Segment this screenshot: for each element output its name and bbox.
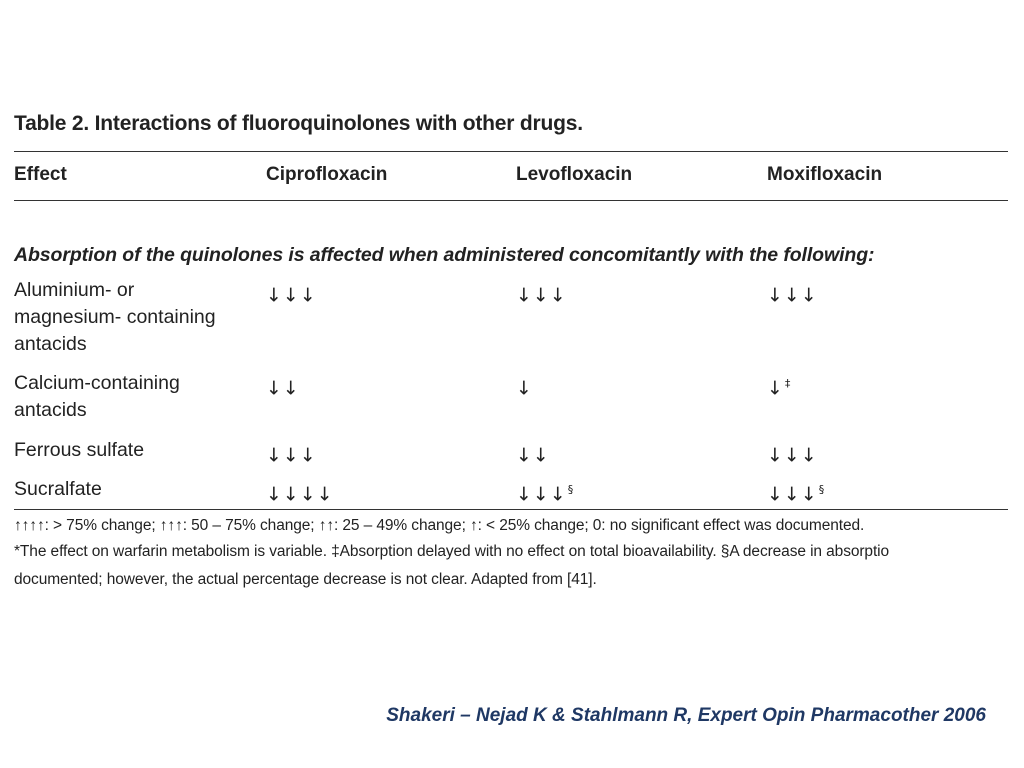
effect-cell [14,476,244,503]
effect-line: Sucralfate [14,478,102,500]
levo-cell: ↓↓↓§ [516,483,575,506]
effect-line: antacids [14,399,87,421]
levo-cell: ↓↓ [516,444,550,467]
header-ciprofloxacin: Ciprofloxacin [266,164,388,185]
cipro-cell: ↓↓ [266,377,300,400]
effect-cell [14,370,244,424]
header-moxifloxacin: Moxifloxacin [767,164,883,185]
table-subheading: Absorption of the quinolones is affected when administered concomitantly with the following: [14,244,875,266]
cipro-cell: ↓↓↓ [266,444,317,467]
table-title: Table 2. Interactions of fluoroquinolones with other drugs. [14,112,583,135]
cipro-cell: ↓↓↓↓ [266,483,334,506]
footnote-legend: ↑↑↑↑: > 75% change; ↑↑↑: 50 – 75% change; ↑↑: 25 – 49% change; ↑: < 25% change; 0: no significant effect was documented. [14,517,865,534]
footnote-notes-continued: documented; however, the actual percentage decrease is not clear. Adapted from [41]. [14,571,597,588]
table-top-rule [14,151,1008,152]
effect-line: Calcium-containing [14,372,180,394]
moxi-cell: ↓↓↓ [767,284,818,307]
effect-line: magnesium- containing [14,306,216,328]
effect-cell [14,277,244,358]
moxi-cell: ↓‡ [767,377,792,400]
effect-line: antacids [14,333,87,355]
table-bottom-rule [14,509,1008,510]
moxi-cell: ↓↓↓ [767,444,818,467]
levo-cell: ↓ [516,377,533,400]
effect-cell [14,437,244,464]
source-citation: Shakeri – Nejad K & Stahlmann R, Expert Opin Pharmacother 2006 [386,705,986,726]
footnote-notes: *The effect on warfarin metabolism is variable. ‡Absorption delayed with no effect on total bioavailability. §A decrease in absorptio [14,543,890,560]
levo-cell: ↓↓↓ [516,284,567,307]
moxi-cell: ↓↓↓§ [767,483,826,506]
cipro-cell: ↓↓↓ [266,284,317,307]
effect-line: Aluminium- or [14,279,135,301]
header-levofloxacin: Levofloxacin [516,164,633,185]
header-effect: Effect [14,164,67,185]
effect-line: Ferrous sulfate [14,439,145,461]
table-header-rule [14,200,1008,201]
